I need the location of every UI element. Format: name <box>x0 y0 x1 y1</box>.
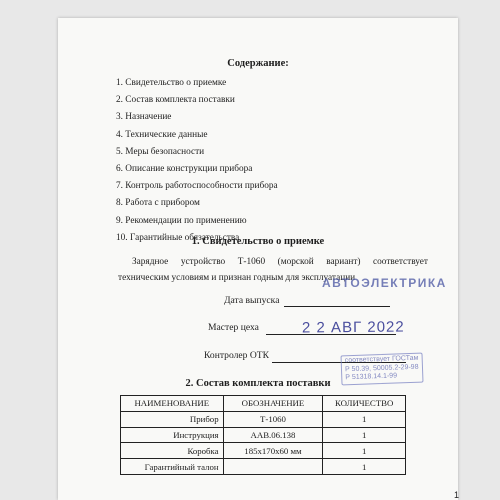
gost-stamp-line: Р 50.39, 50005.2-29-98 <box>344 363 419 373</box>
table-row <box>121 427 406 443</box>
table-header-row <box>121 396 406 412</box>
toc-item: 6. Описание конструкции прибора <box>116 163 253 174</box>
gost-stamp-line: соответствует ГОСТам <box>344 354 419 365</box>
table-cell: 1 <box>323 459 406 475</box>
column-header: КОЛИЧЕСТВО <box>323 396 406 412</box>
table-cell: Коробка <box>121 443 224 459</box>
shift-master-label: Мастер цеха <box>208 322 259 333</box>
table-row <box>121 411 406 427</box>
toc-item: 3. Назначение <box>116 112 172 123</box>
toc-item: 10. Гарантийные обязательства <box>116 232 240 243</box>
toc-item: 1. Свидетельство о приемке <box>116 78 227 88</box>
column-header: НАИМЕНОВАНИЕ <box>121 396 224 412</box>
qc-controller-label: Контролер ОТК <box>204 350 270 361</box>
toc-item: 9. Рекомендации по применению <box>116 215 247 226</box>
toc-item: 4. Технические данные <box>116 129 208 140</box>
table-cell: ААВ.06.138 <box>223 427 323 443</box>
table-cell: 1 <box>323 427 406 443</box>
table-cell <box>223 459 323 475</box>
toc-title: Содержание: <box>227 58 289 69</box>
column-header: ОБОЗНАЧЕНИЕ <box>223 396 323 412</box>
document-page <box>58 18 458 500</box>
toc-item: 8. Работа с прибором <box>116 198 200 209</box>
release-date-label: Дата выпуска <box>224 295 280 306</box>
table-cell: 1 <box>323 411 406 427</box>
table-cell: Прибор <box>121 411 224 427</box>
section-2-title: 2. Состав комплекта поставки <box>185 378 331 389</box>
date-stamp: 2 2 АВГ 2022 <box>301 318 405 337</box>
table-row <box>121 459 406 475</box>
toc-item: 2. Состав комплекта поставки <box>116 95 235 106</box>
delivery-set-table <box>120 395 406 475</box>
table-cell: Т-1060 <box>223 411 323 427</box>
toc-item: 7. Контроль работоспособности прибора <box>116 181 278 192</box>
table-cell: Инструкция <box>121 427 224 443</box>
company-stamp: АВТОЭЛЕКТРИКА <box>322 276 447 290</box>
table-cell: Гарантийный талон <box>121 459 224 475</box>
acceptance-paragraph: Зарядное устройство Т-1060 (морской вариант) соответствует техническим условиям и признан годным для эксплуатации <box>118 257 428 283</box>
toc-item: 5. Меры безопасности <box>116 146 205 157</box>
section-1-title: 1. Свидетельство о приемке <box>191 236 325 247</box>
page-number: 1 <box>454 490 460 500</box>
table-row <box>121 443 406 459</box>
release-date-line <box>284 306 390 307</box>
gost-stamp-line: Р 51318.14.1-99 <box>345 372 398 382</box>
table-of-contents <box>116 77 278 249</box>
table-cell: 1 <box>323 443 406 459</box>
table-cell: 185х170х60 мм <box>223 443 323 459</box>
